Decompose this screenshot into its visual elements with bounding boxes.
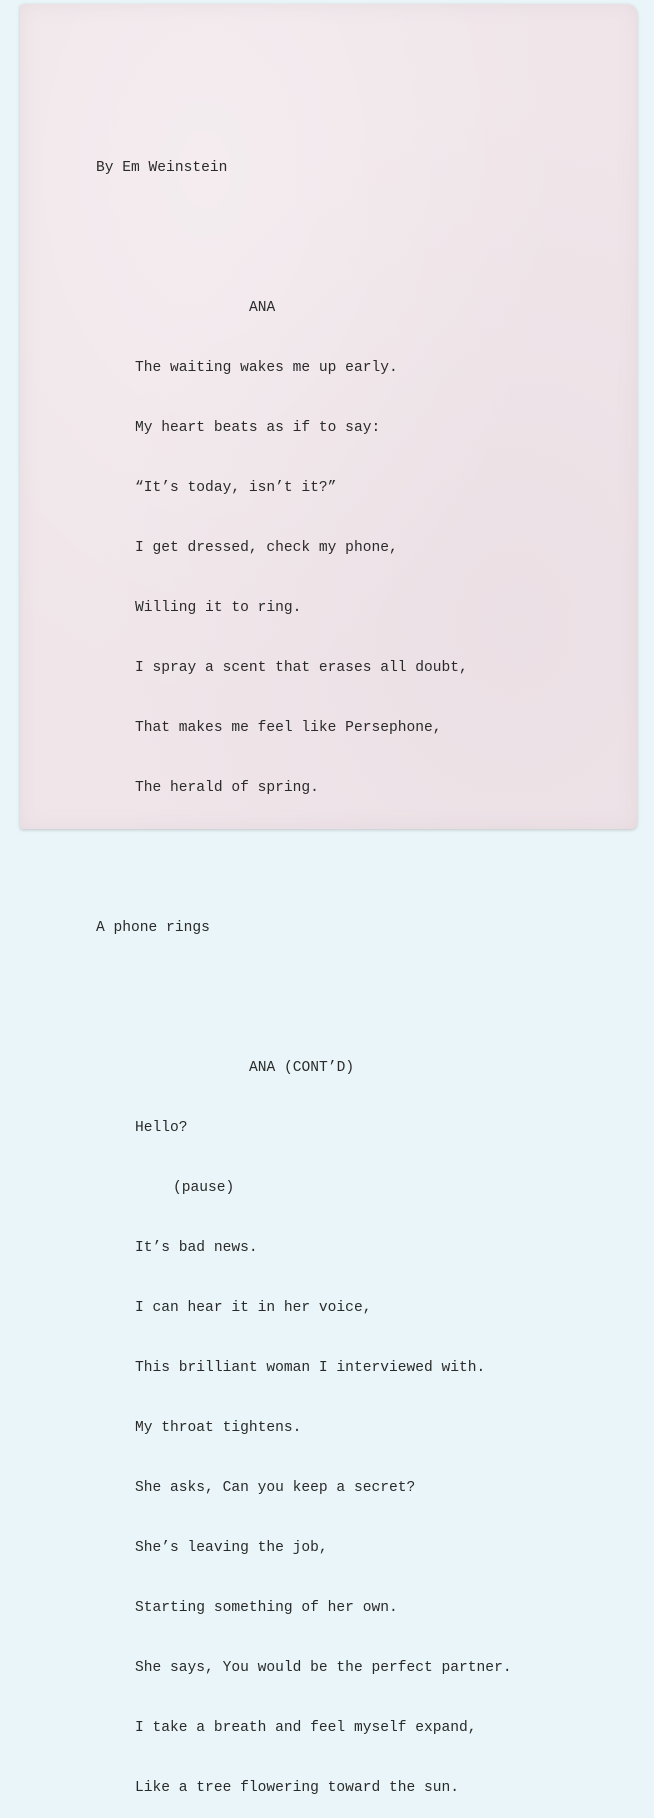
byline: By Em Weinstein xyxy=(96,160,228,176)
dialogue-line: I take a breath and feel myself expand, xyxy=(135,1720,477,1736)
dialogue-line: It’s bad news. xyxy=(135,1240,258,1256)
dialogue-line: Willing it to ring. xyxy=(135,600,302,616)
screenplay-text xyxy=(96,118,512,1818)
parenthetical: (pause) xyxy=(173,1180,235,1196)
dialogue-line: She’s leaving the job, xyxy=(135,1540,328,1556)
dialogue-line: She says, You would be the perfect partner. xyxy=(135,1660,512,1676)
dialogue-line: That makes me feel like Persephone, xyxy=(135,720,442,736)
dialogue-line: I spray a scent that erases all doubt, xyxy=(135,660,468,676)
dialogue-line: Like a tree flowering toward the sun. xyxy=(135,1780,460,1796)
dialogue-line: “It’s today, isn’t it?” xyxy=(135,480,337,496)
dialogue-line: My heart beats as if to say: xyxy=(135,420,381,436)
dialogue-line: I get dressed, check my phone, xyxy=(135,540,398,556)
dialogue-line: Starting something of her own. xyxy=(135,1600,398,1616)
dialogue-line: The waiting wakes me up early. xyxy=(135,360,398,376)
dialogue-line: Hello? xyxy=(135,1120,188,1136)
dialogue-line: She asks, Can you keep a secret? xyxy=(135,1480,416,1496)
character-name: ANA (CONT’D) xyxy=(249,1060,355,1076)
dialogue-line: I can hear it in her voice, xyxy=(135,1300,372,1316)
action-line: A phone rings xyxy=(96,920,210,936)
character-name: ANA xyxy=(249,300,276,316)
dialogue-line: The herald of spring. xyxy=(135,780,319,796)
dialogue-line: My throat tightens. xyxy=(135,1420,302,1436)
dialogue-line: This brilliant woman I interviewed with. xyxy=(135,1360,486,1376)
